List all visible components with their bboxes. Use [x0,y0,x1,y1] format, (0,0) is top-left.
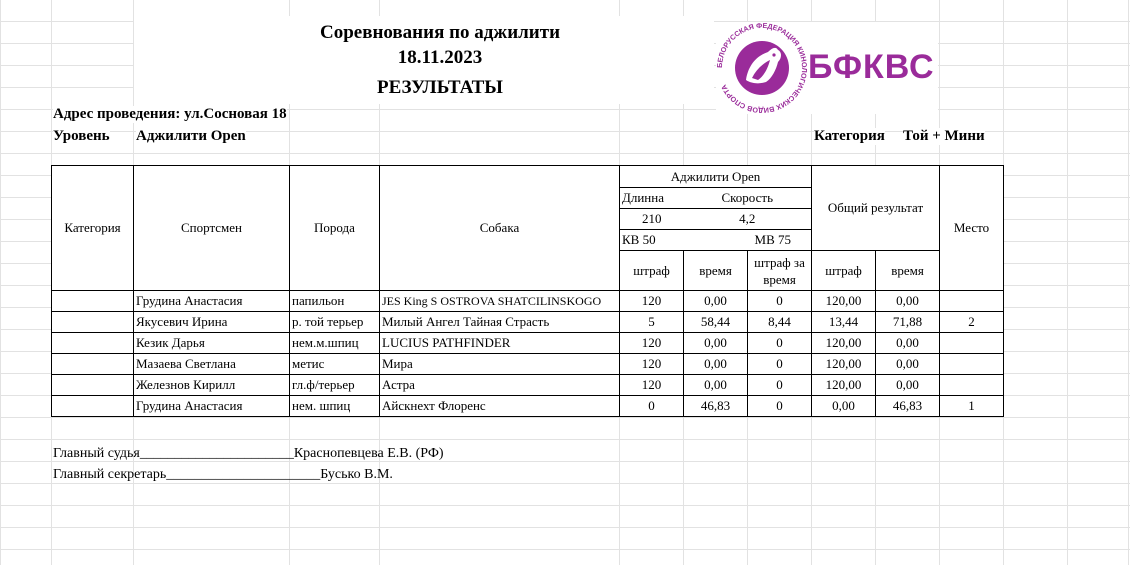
cell-breed: гл.ф/терьер [290,375,380,396]
header-total-penalty: штраф [812,251,876,291]
grid-line [1128,0,1129,565]
cell-total-penalty: 120,00 [812,354,876,375]
cell-total-time: 0,00 [876,291,940,312]
header-mv: МВ 75 [684,230,812,251]
cell-place: 2 [940,312,1004,333]
cell-penalty: 5 [620,312,684,333]
event-date: 18.11.2023 [280,47,600,69]
cell-total-time: 0,00 [876,354,940,375]
cell-category [52,375,134,396]
cell-penalty: 120 [620,291,684,312]
cell-total-penalty: 120,00 [812,375,876,396]
cell-athlete: Железнов Кирилл [134,375,290,396]
cell-category [52,312,134,333]
cell-time-penalty: 8,44 [748,312,812,333]
cell-total-time: 46,83 [876,396,940,417]
cell-breed: нем.м.шпиц [290,333,380,354]
cell-total-penalty: 13,44 [812,312,876,333]
cell-breed: р. той терьер [290,312,380,333]
results-heading: РЕЗУЛЬТАТЫ [280,77,600,99]
cell-athlete: Мазаева Светлана [134,354,290,375]
cell-breed: метис [290,354,380,375]
cell-time-penalty: 0 [748,291,812,312]
cell-place [940,354,1004,375]
header-speed-value: 4,2 [684,209,812,230]
cell-dog: LUCIUS PATHFINDER [380,333,620,354]
table-row [52,354,1004,375]
chief-secretary: Главный секретарь______________________Бусько В.М. [53,467,393,482]
results-table [51,165,1004,417]
cell-dog: Милый Ангел Тайная Страсть [380,312,620,333]
cell-total-time: 71,88 [876,312,940,333]
cell-dog: Айскнехт Флоренс [380,396,620,417]
cell-time: 58,44 [684,312,748,333]
header-time: время [684,251,748,291]
chief-judge: Главный судья______________________Краснопевцева Е.В. (РФ) [53,446,444,461]
header-dog: Собака [380,166,620,291]
cell-place [940,375,1004,396]
header-time-penalty: штраф за время [748,251,812,291]
cell-total-penalty: 120,00 [812,291,876,312]
cell-category [52,396,134,417]
cell-time-penalty: 0 [748,396,812,417]
header-total: Общий результат [812,166,940,251]
header-place: Место [940,166,1004,291]
cell-total-time: 0,00 [876,375,940,396]
header-length-value: 210 [620,209,684,230]
header-kv: КВ 50 [620,230,684,251]
table-row [52,333,1004,354]
cell-athlete: Кезик Дарья [134,333,290,354]
table-row [52,375,1004,396]
header-category: Категория [52,166,134,291]
header-athlete: Спортсмен [134,166,290,291]
header-speed-label: Скорость [684,188,812,209]
header-course: Аджилити Open [620,166,812,188]
level-label: Уровень [53,128,110,144]
cell-total-penalty: 0,00 [812,396,876,417]
cell-penalty: 120 [620,375,684,396]
cell-athlete: Грудина Анастасия [134,291,290,312]
cell-athlete: Якусевич Ирина [134,312,290,333]
cell-penalty: 0 [620,396,684,417]
cell-category [52,291,134,312]
cell-time: 46,83 [684,396,748,417]
cell-athlete: Грудина Анастасия [134,396,290,417]
cell-breed: папильон [290,291,380,312]
cell-total-time: 0,00 [876,333,940,354]
cell-penalty: 120 [620,354,684,375]
cell-time-penalty: 0 [748,354,812,375]
cell-dog: Мира [380,354,620,375]
cell-penalty: 120 [620,333,684,354]
venue-address: Адрес проведения: ул.Сосновая 18 [53,106,287,122]
cell-time: 0,00 [684,375,748,396]
category-value: Той + Мини [903,128,985,144]
header-length-label: Длинна [620,188,684,209]
cell-place [940,291,1004,312]
cell-dog: Астра [380,375,620,396]
federation-emblem-icon [716,22,808,114]
table-row [52,312,1004,333]
cell-place [940,333,1004,354]
grid-line [1067,0,1068,565]
header-penalty: штраф [620,251,684,291]
cell-category [52,354,134,375]
cell-time-penalty: 0 [748,333,812,354]
table-row [52,291,1004,312]
cell-category [52,333,134,354]
cell-time: 0,00 [684,333,748,354]
level-value: Аджилити Open [136,128,246,144]
page-title: Соревнования по аджилити [280,22,600,44]
category-label: Категория [814,128,885,144]
logo-text: БФКВС [808,48,935,86]
logo-ring-text: ЕЛОРУССКАЯ ФЕДЕРАЦИЯ КИН ОГИЧЕСКИХ ВИДОВ СПОРТА [716,22,808,114]
cell-total-penalty: 120,00 [812,333,876,354]
cell-breed: нем. шпиц [290,396,380,417]
table-row [52,396,1004,417]
header-breed: Порода [290,166,380,291]
cell-place: 1 [940,396,1004,417]
federation-logo [716,22,938,114]
cell-time-penalty: 0 [748,375,812,396]
header-total-time: время [876,251,940,291]
cell-time: 0,00 [684,291,748,312]
cell-dog: JES King S OSTROVA SHATCILINSKOGO [380,291,620,312]
cell-time: 0,00 [684,354,748,375]
